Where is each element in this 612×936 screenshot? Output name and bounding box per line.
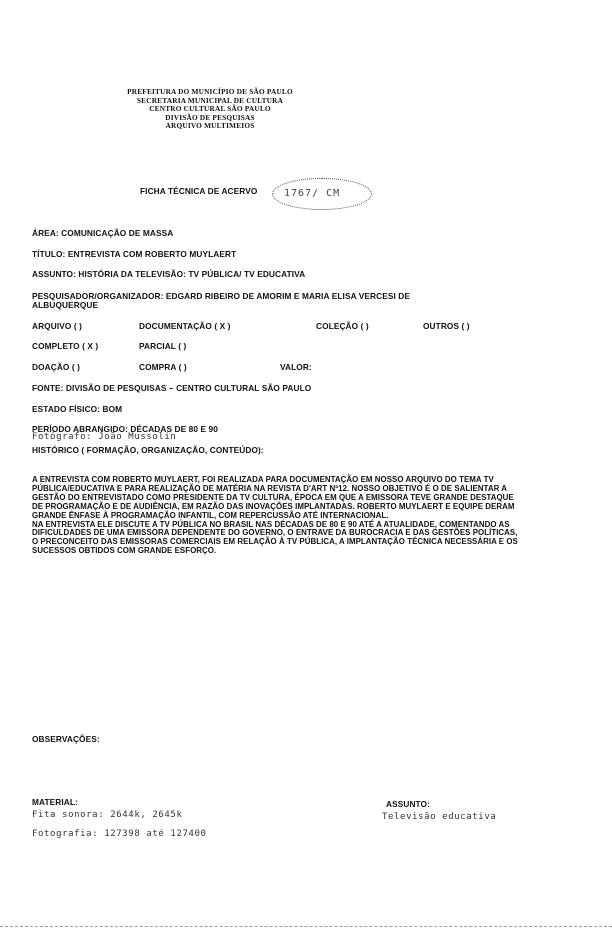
- header-line-secretaria: SECRETARIA MUNICIPAL DE CULTURA: [136, 95, 284, 105]
- checkbox-parcial: PARCIAL ( ): [139, 341, 187, 351]
- field-titulo: TÍTULO: ENTREVISTA COM ROBERTO MUYLAERT: [32, 249, 237, 259]
- stamp-number: 1767/ CM: [284, 188, 341, 199]
- field-pesquisador: PESQUISADOR/ORGANIZADOR: EDGARD RIBEIRO DE AMORIM E MARIA ELISA VERCESI DE: [32, 291, 411, 301]
- field-pesquisador-cont: ALBUQUERQUE: [32, 300, 99, 310]
- checkbox-doacao: DOAÇÃO ( ): [32, 362, 81, 372]
- field-estado-fisico: ESTADO FÍSICO: BOM: [32, 404, 123, 414]
- typed-fotografo: Fotógrafo: João Mussolin: [32, 432, 177, 442]
- checkbox-arquivo: ARQUIVO ( ): [32, 321, 82, 331]
- header-line-centro: CENTRO CULTURAL SÃO PAULO: [149, 104, 271, 114]
- header-line-divisao: DIVISÃO DE PESQUISAS: [165, 112, 255, 122]
- assunto-footer-value: Televisão educativa: [382, 812, 497, 822]
- field-observacoes: OBSERVAÇÕES:: [32, 734, 100, 744]
- field-valor: VALOR:: [280, 362, 312, 372]
- institution-header: [60, 88, 360, 131]
- material-label: MATERIAL:: [32, 797, 78, 807]
- assunto-footer-label: ASSUNTO:: [386, 799, 430, 809]
- material-fita: Fita sonora: 2644k, 2645k: [32, 810, 183, 820]
- scan-edge-divider: [0, 926, 612, 927]
- field-periodo: PERÍODO ABRANGIDO: DÉCADAS DE 80 E 90: [32, 424, 218, 434]
- field-historico: HISTÓRICO ( FORMAÇÃO, ORGANIZAÇÃO, CONTEÚDO):: [32, 445, 264, 455]
- checkbox-colecao: COLEÇÃO ( ): [316, 321, 369, 331]
- field-assunto: ASSUNTO: HISTÓRIA DA TELEVISÃO: TV PÚBLICA/ TV EDUCATIVA: [32, 269, 306, 279]
- header-line-arquivo: ARQUIVO MULTIMEIOS: [165, 121, 255, 131]
- historico-text: [32, 476, 522, 556]
- field-fonte: FONTE: DIVISÃO DE PESQUISAS – CENTRO CULTURAL SÃO PAULO: [32, 383, 312, 393]
- ficha-label: FICHA TÉCNICA DE ACERVO: [140, 186, 258, 196]
- checkbox-documentacao: DOCUMENTAÇÃO ( X ): [139, 321, 231, 331]
- historico-paragraph-2: NA ENTREVISTA ELE DISCUTE A TV PÚBLICA NO BRASIL NAS DÉCADAS DE 80 E 90 ATÉ A ATUALIDADE, COMENTANDO AS DIFICULDADES DE UMA EMISSORA DEPENDENTE DO GOVERNO, O ENTRAVE DA BUROCRACIA E DAS GESTÕES POLÍTICAS, O PRECONCEITO DAS EMISSORAS COMERCIAIS EM RELAÇÃO À TV PÚBLICA, A IMPLANTAÇÃO TÉCNICA NECESSÁRIA E OS SUCESSOS OBTIDOS COM GRANDE ESFORÇO.: [32, 519, 518, 556]
- field-area: ÁREA: COMUNICAÇÃO DE MASSA: [32, 228, 174, 238]
- checkbox-completo: COMPLETO ( X ): [32, 341, 99, 351]
- checkbox-outros: OUTROS ( ): [423, 321, 470, 331]
- historico-paragraph-1: A ENTREVISTA COM ROBERTO MUYLAERT, FOI REALIZADA PARA DOCUMENTAÇÃO EM NOSSO ARQUIVO DO TEMA TV PÚBLICA/EDUCATIVA E PARA REALIZAÇÃO DE MATÉRIA NA REVISTA D'ART Nº12. NOSSO OBJETIVO É O DE SALIENTAR A GESTÃO DO ENTREVISTADO COMO PRESIDENTE DA TV CULTURA, ÉPOCA EM QUE A EMISSORA TEVE GRANDE DESTAQUE DE PROGRAMAÇÃO E DE AUDIÊNCIA, EM RAZÃO DAS INOVAÇÕES IMPLANTADAS. ROBERTO MUYLAERT E EQUIPE DERAM GRANDE ÊNFASE À PROGRAMAÇÃO INFANTIL, COM REPERCUSSÃO ATÉ INTERNACIONAL.: [32, 475, 515, 520]
- material-fotografia: Fotografia: 127398 até 127400: [32, 829, 207, 839]
- header-line-prefeitura: PREFEITURA DO MUNICÍPIO DE SÃO PAULO: [127, 87, 293, 96]
- checkbox-compra: COMPRA ( ): [139, 362, 187, 372]
